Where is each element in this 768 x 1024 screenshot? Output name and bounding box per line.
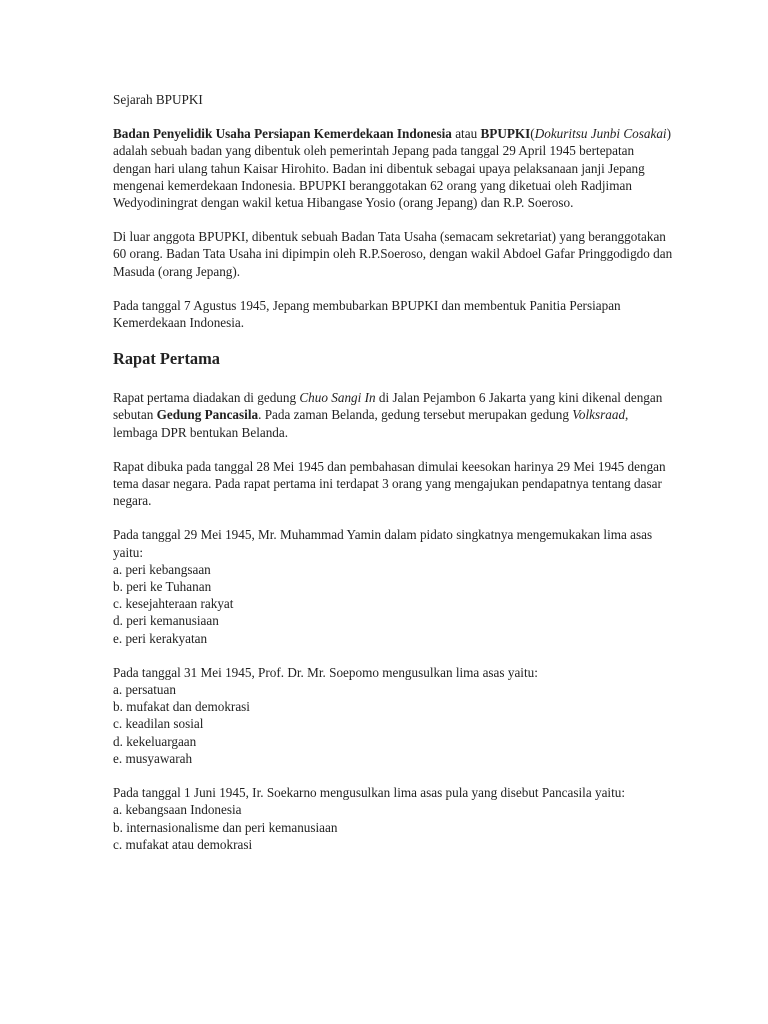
yamin-list <box>113 561 673 647</box>
intro-paren-open: ( <box>530 126 535 142</box>
list-item: d. kekeluargaan <box>113 733 197 749</box>
rapat-p1-i1: Chuo Sangi In <box>299 390 376 406</box>
rapat-p1-i2: Volksraad <box>572 407 626 423</box>
list-item: c. kesejahteraan rakyat <box>113 596 234 612</box>
rapat-p1-b1: Gedung Pancasila <box>156 407 259 423</box>
pembubaran-paragraph: Pada tanggal 7 Agustus 1945, Jepang membubarkan BPUPKI dan membentuk Panitia Persiapan Kemerdekaan Indonesia. <box>113 297 621 331</box>
list-item: c. keadilan sosial <box>113 716 204 732</box>
list-item: b. peri ke Tuhanan <box>113 579 212 595</box>
document-body <box>113 91 673 870</box>
intro-paragraph <box>113 125 673 211</box>
rapat-p1-t2: di Jalan Pejambon 6 Jakarta yang kini dikenal dengan sebutan <box>113 390 663 423</box>
rapat-p1-t4: , lembaga DPR bentukan Belanda. <box>113 407 629 440</box>
intro-bold-abbr: BPUPKI <box>480 126 531 142</box>
section-heading-rapat-pertama: Rapat Pertama <box>113 349 220 369</box>
tata-usaha-paragraph: Di luar anggota BPUPKI, dibentuk sebuah Badan Tata Usaha (semacam sekretariat) yang beranggotakan 60 orang. Badan Tata Usaha ini dipimpin oleh R.P.Soeroso, dengan wakil Abdoel Gafar Pringgodigdo dan Masuda (orang Jepang). <box>113 229 673 279</box>
rapat-p1-t1: Rapat pertama diadakan di gedung <box>113 390 300 406</box>
list-item: e. musyawarah <box>113 750 193 766</box>
list-item: c. mufakat atau demokrasi <box>113 836 253 852</box>
list-item: a. kebangsaan Indonesia <box>113 802 242 818</box>
soekarno-intro: Pada tanggal 1 Juni 1945, Ir. Soekarno mengusulkan lima asas pula yang disebut Pancasila yaitu: <box>113 785 626 801</box>
list-item: a. persatuan <box>113 682 176 698</box>
document-title: Sejarah BPUPKI <box>113 92 203 107</box>
rapat-paragraph-1 <box>113 389 673 441</box>
list-item: e. peri kerakyatan <box>113 630 208 646</box>
intro-bold-name: Badan Penyelidik Usaha Persiapan Kemerdekaan Indonesia <box>113 126 452 142</box>
yamin-intro: Pada tanggal 29 Mei 1945, Mr. Muhammad Yamin dalam pidato singkatnya mengemukakan lima asas yaitu: <box>113 527 653 560</box>
intro-conj: atau <box>451 126 481 142</box>
soekarno-block <box>113 784 673 853</box>
soepomo-block <box>113 664 673 767</box>
list-item: d. peri kemanusiaan <box>113 613 219 629</box>
list-item: b. mufakat dan demokrasi <box>113 699 250 715</box>
intro-rest: ) adalah sebuah badan yang dibentuk oleh pemerintah Jepang pada tanggal 29 April 1945 bertepatan dengan hari ulang tahun Kaisar Hirohito. Badan ini dibentuk sebagai upaya pelaksanaan janji Jepang mengenai kemerdekaan Indonesia. BPUPKI beranggotakan 62 orang yang diketuai oleh Radjiman Wedyodiningrat dengan wakil ketua Hibangase Yosio (orang Jepang) dan R.P. Soeroso. <box>113 126 671 211</box>
yamin-block <box>113 526 673 646</box>
rapat-p1-t3: . Pada zaman Belanda, gedung tersebut merupakan gedung <box>258 407 573 423</box>
soepomo-intro: Pada tanggal 31 Mei 1945, Prof. Dr. Mr. Soepomo mengusulkan lima asas yaitu: <box>113 664 538 680</box>
list-item: b. internasionalisme dan peri kemanusiaan <box>113 819 338 835</box>
soekarno-list <box>113 801 673 853</box>
soepomo-list <box>113 681 673 767</box>
intro-italic-name: Dokuritsu Junbi Cosakai <box>534 126 667 142</box>
rapat-paragraph-2: Rapat dibuka pada tanggal 28 Mei 1945 dan pembahasan dimulai keesokan harinya 29 Mei 1945 dengan tema dasar negara. Pada rapat pertama ini terdapat 3 orang yang mengajukan pendapatnya tentang dasar negara. <box>113 458 666 509</box>
list-item: a. peri kebangsaan <box>113 561 211 577</box>
